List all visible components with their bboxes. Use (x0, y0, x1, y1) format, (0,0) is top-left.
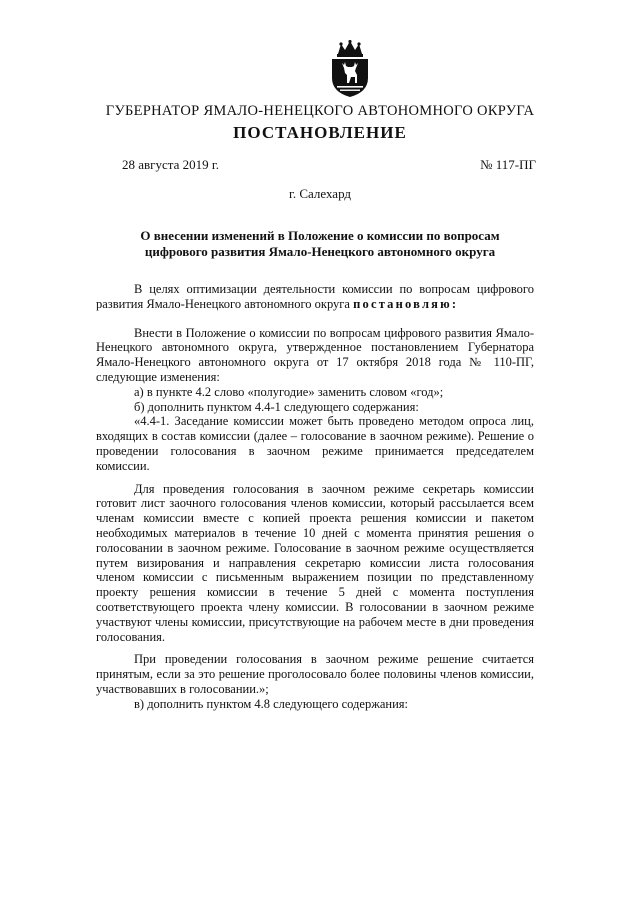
governor-heading: ГУБЕРНАТОР ЯМАЛО-НЕНЕЦКОГО АВТОНОМНОГО ОКРУГА (105, 103, 535, 119)
list-item-b: б) дополнить пунктом 4.4-1 следующего содержания: (134, 399, 419, 414)
list-item-c: в) дополнить пунктом 4.8 следующего содержания: (134, 696, 408, 711)
document-header (0, 102, 640, 144)
quote-paragraph-3: При проведении голосования в заочном режиме решение считается принятым, если за это решение проголосовало более половины членов комиссии, участвовавших в голосовании.»; (96, 652, 534, 696)
document-title: О внесении изменений в Положение о комиссии по вопросам цифрового развития Ямало-Ненецкого автономного округа (140, 228, 500, 259)
quote-paragraph-1: «4.4-1. Заседание комиссии может быть проведено методом опроса лиц, входящих в состав комиссии (далее – голосование в заочном режиме). Решение о проведении голосования в заочном режиме принимается председателем комиссии. (96, 414, 534, 473)
intro-text: В целях оптимизации деятельности комиссии по вопросам цифрового развития Ямало-Ненецкого автономного округа (96, 282, 534, 311)
document-number: № 117-ПГ (480, 157, 536, 172)
document-date: 28 августа 2019 г. (122, 157, 219, 172)
paragraph-main: Внести в Положение о комиссии по вопросам цифрового развития Ямало-Ненецкого автономного округа, утвержденное постановлением Губернатора Ямало-Ненецкого автономного округа от 17 октября 2018 года № 110-ПГ, следующие изменения: (96, 325, 534, 384)
intro-paragraph (96, 282, 534, 312)
document-type: ПОСТАНОВЛЕНИЕ (233, 123, 407, 142)
document-body (96, 282, 534, 712)
document-city: г. Салехард (288, 186, 352, 201)
intro-emphasis: постановляю: (353, 296, 459, 311)
quote-paragraph-2: Для проведения голосования в заочном режиме секретарь комиссии готовит лист заочного голосования членов комиссии, который рассылается всем членам комиссии вместе с копией проекта решения комиссии и пакетом необходимых материалов в течение 10 дней с момента принятия решения о голосовании в заочном режиме. Голосование в заочном режиме осуществляется путем визирования и направления секретарю комиссии листа голосования членом комиссии с письменным выражением позиции по представленному проекту решения комиссии в течение 5 дней с момента поступления соответствующего проекта члену комиссии. В голосовании в заочном режиме участвуют члены комиссии, присутствующие на рабочем месте в дни проведения голосования. (96, 481, 534, 644)
list-item-a: а) в пункте 4.2 слово «полугодие» заменить словом «год»; (134, 384, 444, 399)
yamal-coat-of-arms-icon (328, 40, 372, 98)
